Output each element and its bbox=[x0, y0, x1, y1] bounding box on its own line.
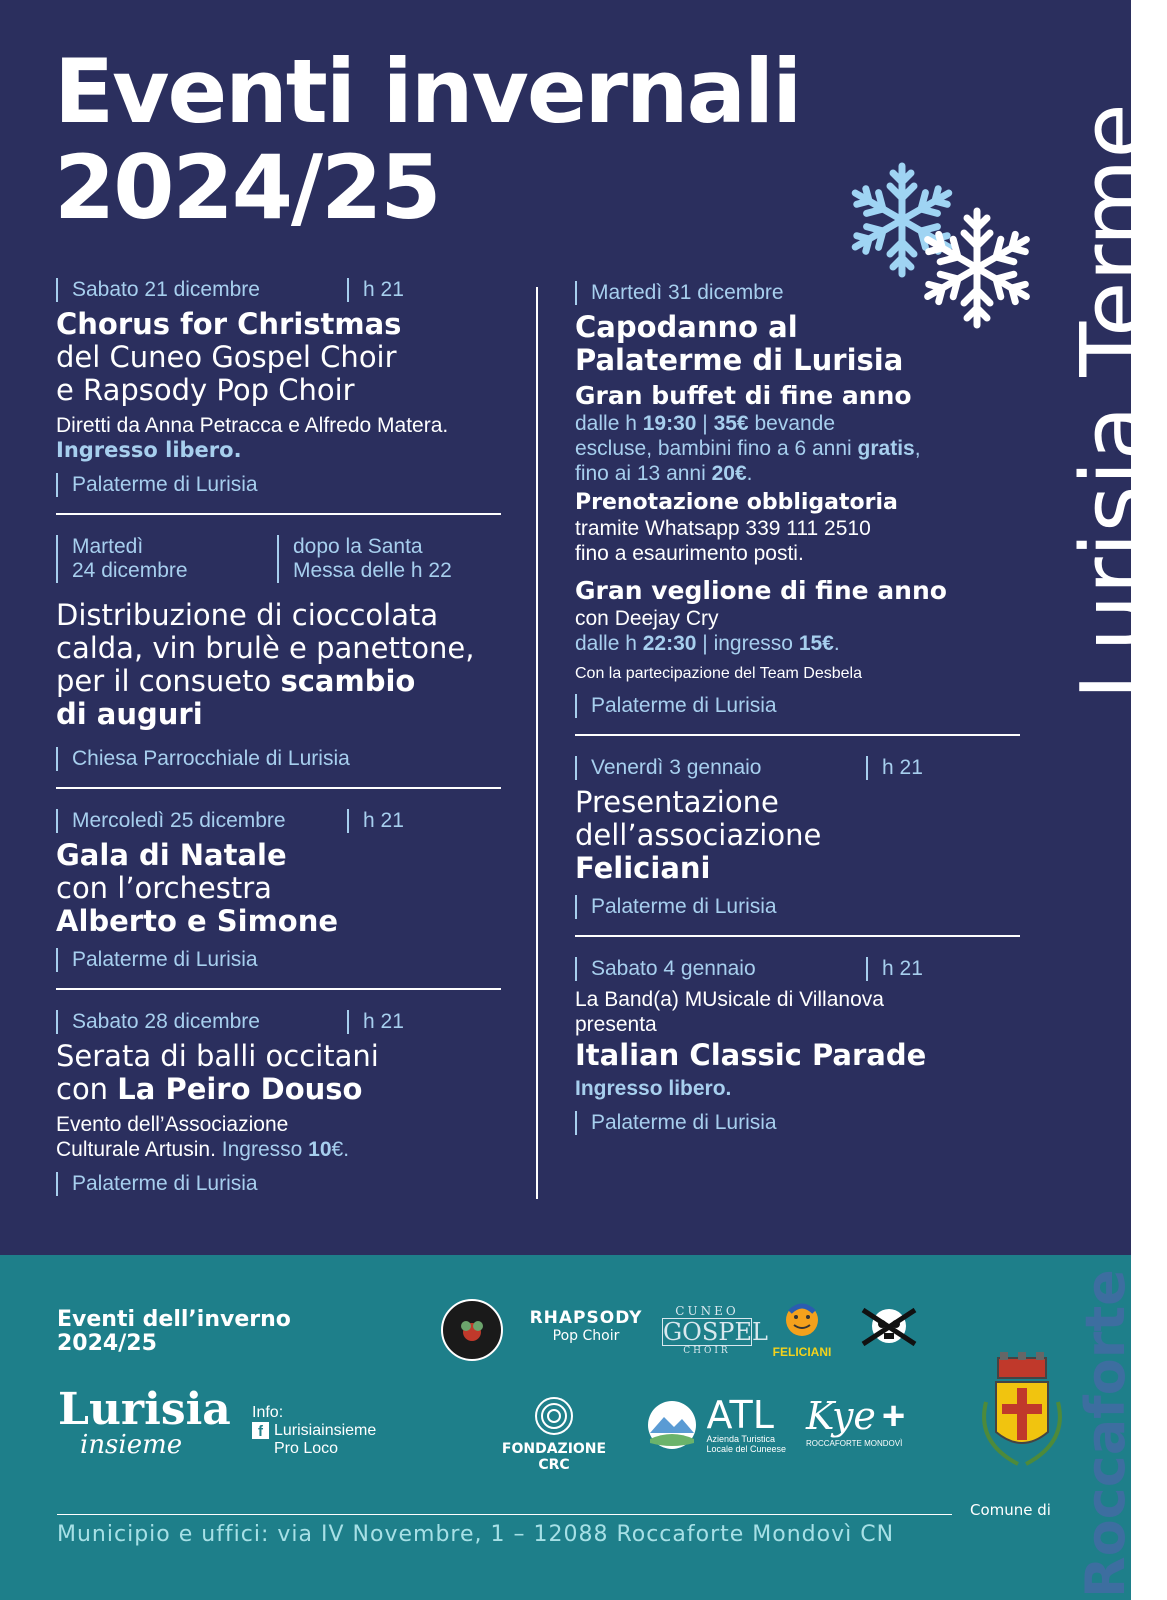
event-balli-occitani bbox=[56, 1008, 501, 1196]
buffet-title: Gran buffet di fine anno bbox=[575, 381, 912, 410]
buffet-details: dalle h 19:30 | 35€ bevande escluse, bambini fino a 6 anni gratis, fino ai 13 anni 20€. bbox=[575, 412, 921, 485]
event-title: Capodanno al Palaterme di Lurisia bbox=[575, 310, 904, 377]
event-date: Sabato 21 dicembre bbox=[56, 278, 347, 302]
poster-title bbox=[54, 40, 801, 239]
rhapsody-logo: RHAPSODY Pop Choir bbox=[529, 1308, 643, 1344]
event-title: Serata di balli occitani con La Peiro Douso bbox=[56, 1039, 379, 1106]
team-desbela-logo bbox=[854, 1300, 924, 1361]
event-free-entry: Ingresso libero. bbox=[56, 438, 242, 462]
event-title: Gala di Natale con l’orchestra Alberto e Simone bbox=[56, 838, 339, 938]
info-label: Info: bbox=[252, 1404, 284, 1421]
artusin-logo bbox=[440, 1298, 504, 1362]
event-italian-parade bbox=[575, 955, 1020, 1135]
event-location: Palaterme di Lurisia bbox=[575, 895, 1020, 919]
cuneo-gospel-logo: CUNEO GOSPEL CHOIR bbox=[663, 1304, 768, 1356]
event-free-entry: Ingresso libero. bbox=[575, 1077, 732, 1100]
event-distribuzione bbox=[56, 533, 501, 771]
municipal-address: Municipio e uffici: via IV Novembre, 1 – 12088 Roccaforte Mondovì CN bbox=[57, 1522, 895, 1547]
event-capodanno bbox=[575, 279, 1020, 718]
booking-details: tramite Whatsapp 339 111 2510 fino a esaurimento posti. bbox=[575, 517, 871, 565]
event-time: h 21 bbox=[866, 957, 923, 981]
lurisia-insieme-logo-script: insieme bbox=[80, 1430, 183, 1460]
event-date: Martedì 31 dicembre bbox=[575, 281, 866, 305]
event-title: Chorus for Christmas bbox=[56, 307, 402, 341]
footer-divider bbox=[57, 1514, 952, 1515]
lurisia-insieme-logo: Lurisia bbox=[58, 1384, 231, 1435]
event-location: Palaterme di Lurisia bbox=[575, 1111, 1020, 1135]
veglione-details: dalle h 22:30 | ingresso 15€. bbox=[575, 632, 840, 655]
event-date: Martedì 24 dicembre bbox=[56, 535, 277, 583]
veglione-dj: con Deejay Cry bbox=[575, 607, 719, 630]
event-date: Sabato 28 dicembre bbox=[56, 1010, 347, 1034]
title-line-2: 2024/25 bbox=[54, 136, 440, 239]
roccaforte-coat-of-arms bbox=[968, 1352, 1076, 1487]
event-chorus-christmas bbox=[56, 276, 501, 497]
column-divider bbox=[536, 287, 538, 1199]
kye-logo: Kye + ROCCAFORTE MONDOVÌ bbox=[806, 1394, 906, 1448]
event-subtitle: del Cuneo Gospel Choir bbox=[56, 340, 397, 374]
separator bbox=[575, 935, 1020, 937]
comune-label: Comune di bbox=[970, 1501, 1051, 1519]
title-line-1: Eventi invernali bbox=[54, 40, 801, 143]
event-subtitle: e Rapsody Pop Choir bbox=[56, 373, 355, 407]
vertical-lurisia-terme: Lurisia Terme bbox=[1062, 103, 1167, 700]
booking-title: Prenotazione obbligatoria bbox=[575, 490, 898, 515]
vertical-roccaforte: Roccaforte bbox=[1074, 1269, 1137, 1598]
event-feliciani bbox=[575, 754, 1020, 919]
footer-title: Eventi dell’inverno 2024/25 bbox=[57, 1307, 291, 1356]
event-location: Palaterme di Lurisia bbox=[56, 948, 501, 972]
feliciani-logo: FELICIANI bbox=[766, 1300, 838, 1359]
event-title: Distribuzione di cioccolata calda, vin brulè e panettone, per il consueto scambio di auguri bbox=[56, 598, 475, 731]
veglione-title: Gran veglione di fine anno bbox=[575, 576, 947, 605]
event-gala-natale bbox=[56, 807, 501, 972]
event-presenter: La Band(a) MUsicale di Villanova presenta bbox=[575, 988, 884, 1036]
event-description: Diretti da Anna Petracca e Alfredo Matera. bbox=[56, 414, 449, 437]
facebook-icon: f bbox=[252, 1422, 269, 1439]
team-note: Con la partecipazione del Team Desbela bbox=[575, 665, 862, 682]
event-title: Italian Classic Parade bbox=[575, 1038, 927, 1072]
separator bbox=[56, 513, 501, 515]
event-location: Palaterme di Lurisia bbox=[56, 473, 501, 497]
event-location: Chiesa Parrocchiale di Lurisia bbox=[56, 747, 501, 771]
separator bbox=[56, 787, 501, 789]
separator bbox=[575, 734, 1020, 736]
info-block bbox=[252, 1404, 376, 1458]
left-column bbox=[56, 276, 501, 1196]
plus-icon: + bbox=[881, 1394, 906, 1438]
separator bbox=[56, 988, 501, 990]
atl-logo: ATL Azienda Turistica Locale del Cuneese bbox=[646, 1396, 786, 1454]
event-time: dopo la Santa Messa delle h 22 bbox=[277, 535, 452, 583]
facebook-page[interactable]: Lurisiainsieme Pro Loco bbox=[274, 1422, 377, 1457]
event-date: Sabato 4 gennaio bbox=[575, 957, 866, 981]
event-date: Venerdì 3 gennaio bbox=[575, 756, 866, 780]
event-time: h 21 bbox=[347, 278, 404, 302]
event-location: Palaterme di Lurisia bbox=[56, 1172, 501, 1196]
right-column bbox=[575, 279, 1020, 1135]
event-time: h 21 bbox=[347, 1010, 404, 1034]
event-date: Mercoledì 25 dicembre bbox=[56, 809, 347, 833]
event-description: Evento dell’Associazione Culturale Artusin. Ingresso 10€. bbox=[56, 1113, 350, 1161]
event-title: Presentazione dell’associazione Feliciani bbox=[575, 785, 822, 885]
event-time: h 21 bbox=[347, 809, 404, 833]
fondazione-crc-logo: FONDAZIONE CRC bbox=[494, 1396, 614, 1473]
event-time: h 21 bbox=[866, 756, 923, 780]
event-location: Palaterme di Lurisia bbox=[575, 694, 1020, 718]
